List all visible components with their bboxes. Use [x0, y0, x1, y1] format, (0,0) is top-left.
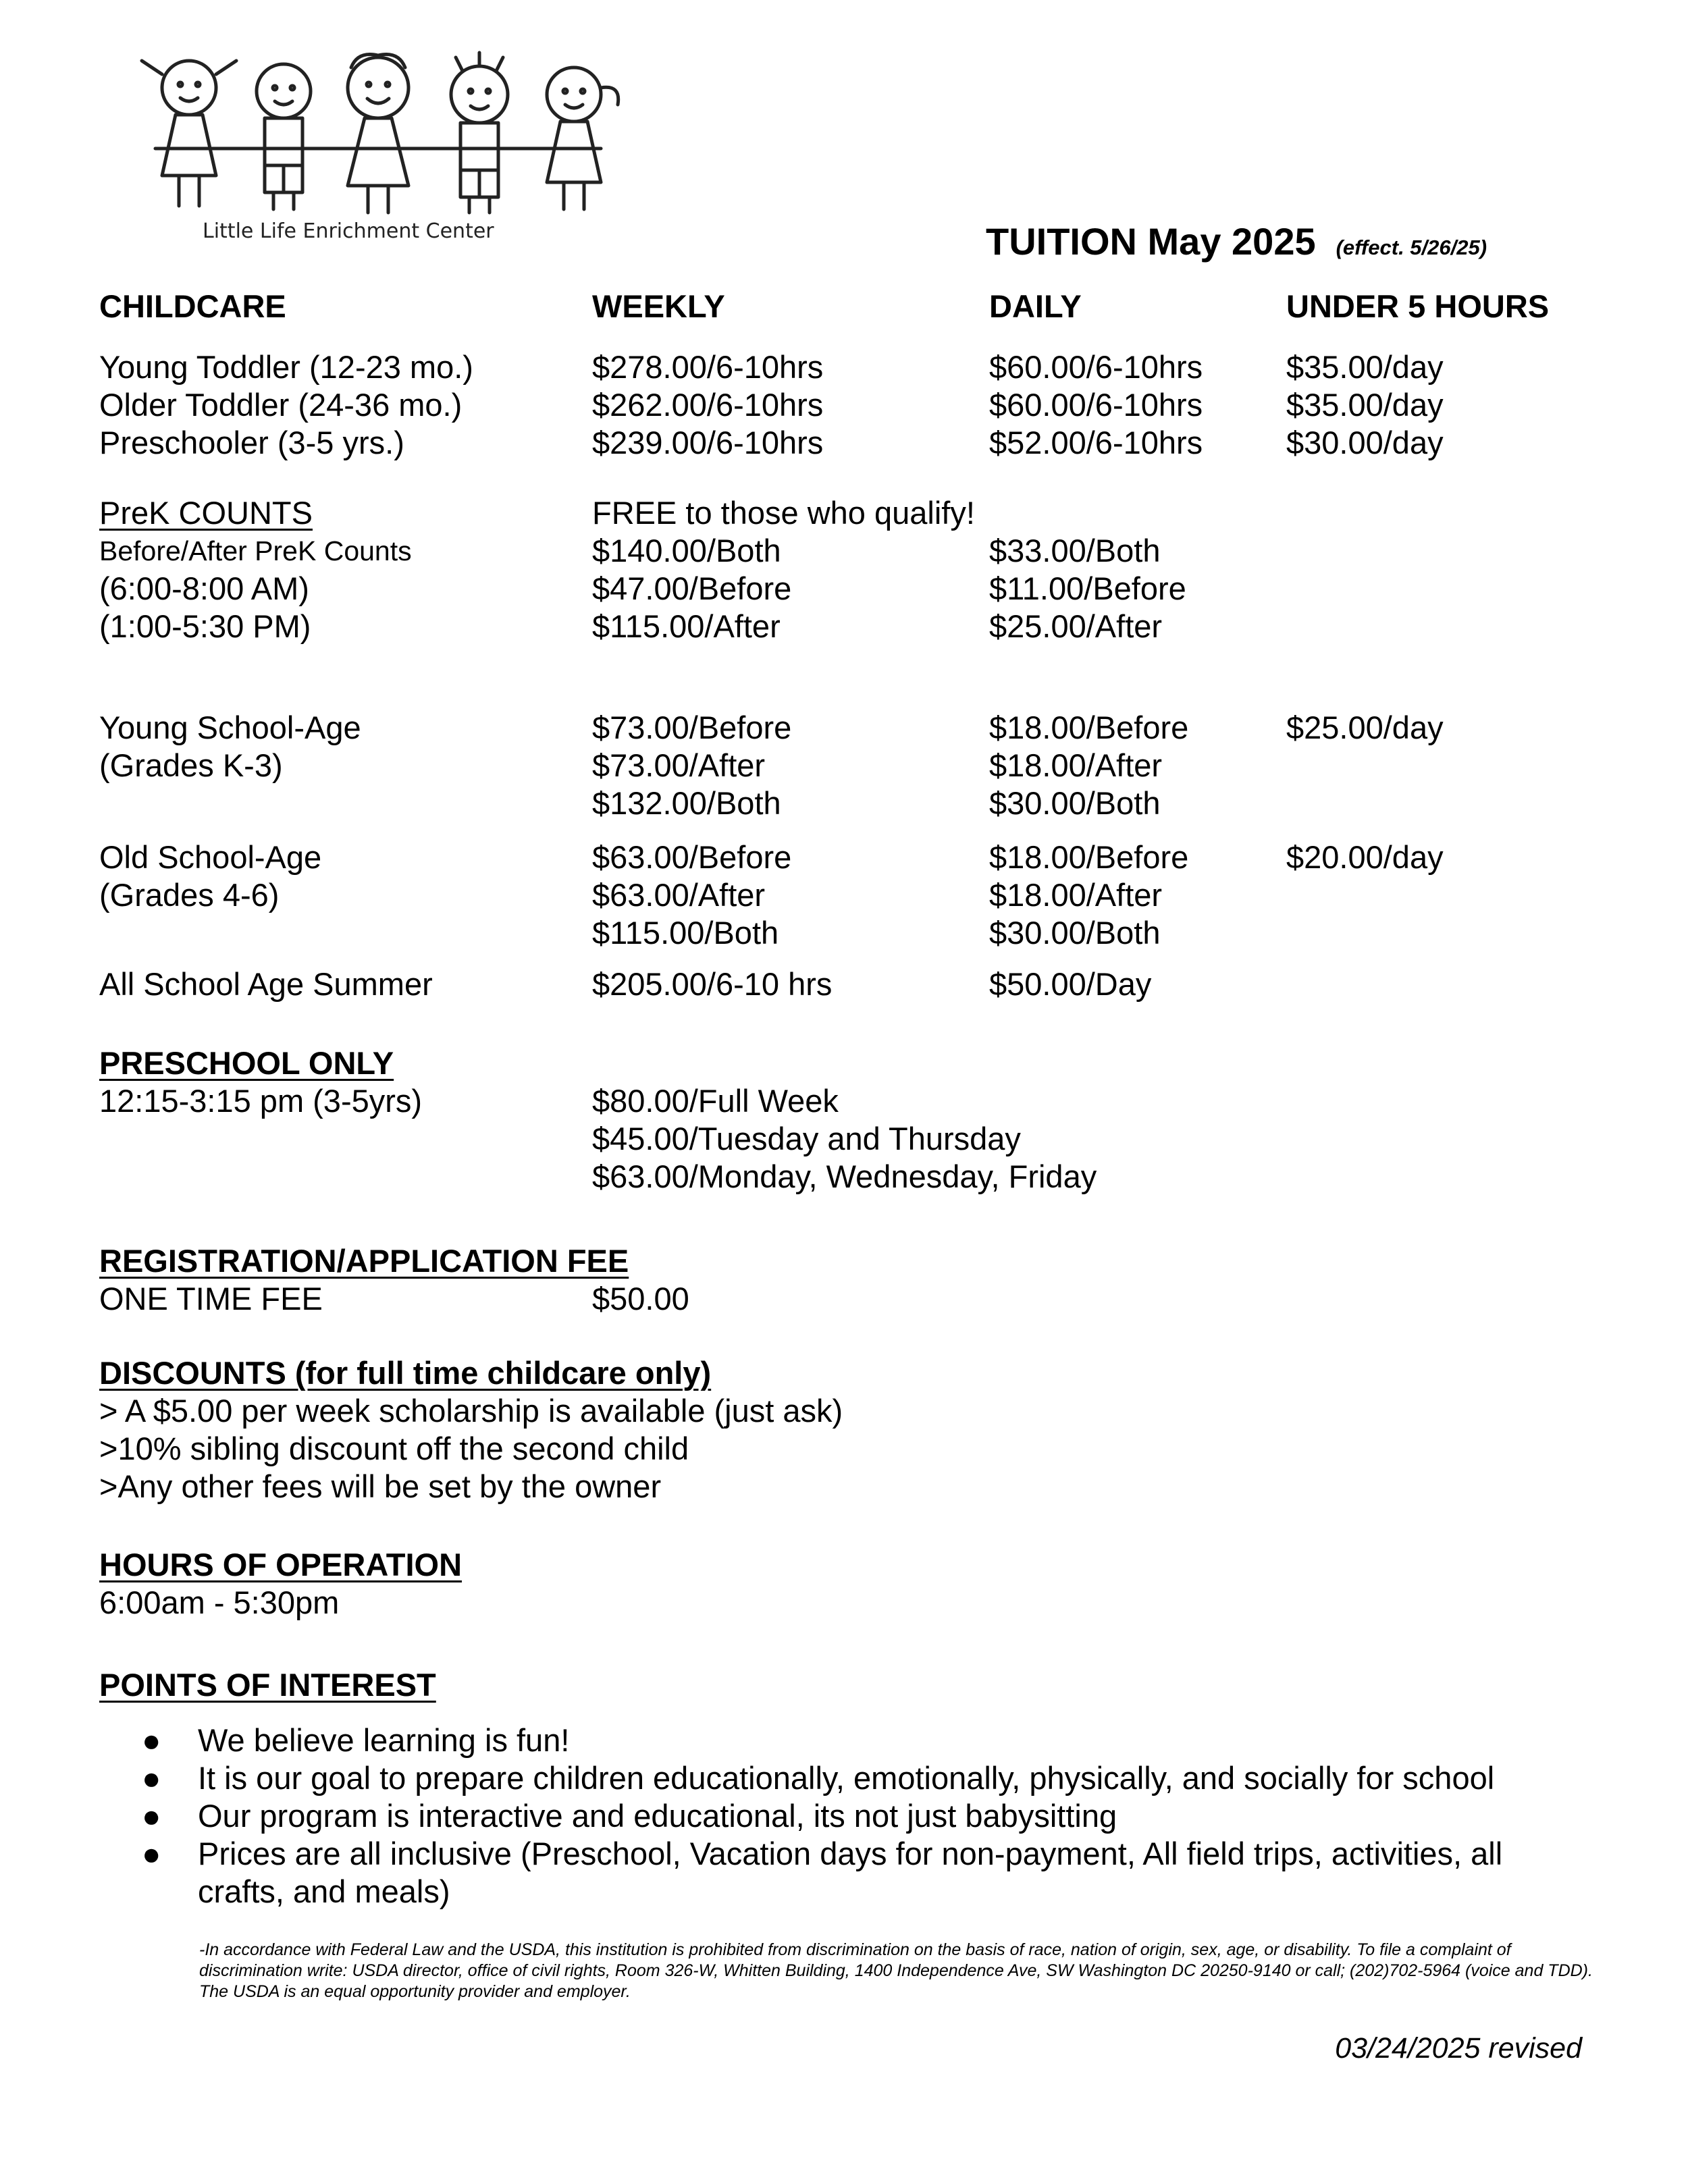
points-heading: POINTS OF INTEREST — [99, 1667, 436, 1703]
table-row: (6:00-8:00 AM) $47.00/Before $11.00/Before — [99, 570, 1186, 606]
header-daily: DAILY — [989, 288, 1082, 324]
usda-disclaimer: -In accordance with Federal Law and the USDA, this institution is prohibited from discrimination on the basis of race, nation of origin, sex, age, or disability. To file a complaint of discrimination write: USDA director, office of civil rights, Room 326-W, Whitten Building, 1400 Independence Ave, SW Washington DC 20250-9140 or call; (202)702-5964 (voice and TDD). The USDA is an equal opportunity provider and employer. — [199, 1940, 1593, 2001]
preschool-row: 12:15-3:15 pm (3-5yrs) $80.00/Full Week — [99, 1083, 839, 1119]
table-row: Before/After PreK Counts $140.00/Both $33.00/Both — [99, 533, 1161, 568]
header-weekly: WEEKLY — [592, 288, 725, 324]
registration-heading: REGISTRATION/APPLICATION FEE — [99, 1243, 629, 1279]
bullet-icon: ● — [142, 1722, 161, 1758]
list-item: ● Our program is interactive and educational, its not just babysitting — [142, 1798, 1117, 1834]
discounts-heading: DISCOUNTS (for full time childcare only) — [99, 1355, 712, 1391]
title-main: TUITION May 2025 — [986, 220, 1316, 263]
revised-date: 03/24/2025 revised — [1335, 2032, 1582, 2065]
list-item: ● Prices are all inclusive (Preschool, Vacation days for non-payment, All field trips, activities, all crafts, and meals) — [142, 1836, 1503, 1909]
table-row: Preschooler (3-5 yrs.) $239.00/6-10hrs $52.00/6-10hrs $30.00/day — [99, 425, 1444, 460]
logo-text: Little Life Enrichment Center — [203, 219, 494, 243]
bullet-icon: ● — [142, 1798, 161, 1834]
points-list — [142, 1722, 1580, 1911]
effective-date: (effect. 5/26/25) — [1336, 236, 1487, 259]
prek-label: PreK COUNTS — [99, 495, 313, 531]
table-row: Old School-Age $63.00/Before $18.00/Before $20.00/day — [99, 839, 1444, 875]
discount-line: > A $5.00 per week scholarship is available (just ask) — [99, 1393, 843, 1429]
discount-line: >Any other fees will be set by the owner — [99, 1468, 662, 1504]
page-title — [986, 219, 1487, 270]
registration-row: ONE TIME FEE $50.00 — [99, 1281, 689, 1316]
header-childcare: CHILDCARE — [99, 288, 286, 324]
table-row: Young School-Age $73.00/Before $18.00/Before $25.00/day — [99, 710, 1444, 745]
preschool-only-heading: PRESCHOOL ONLY — [99, 1045, 394, 1081]
prek-header-row — [99, 494, 1618, 532]
prek-free-text: FREE to those who qualify! — [592, 495, 975, 531]
header-under-5-hours: UNDER 5 HOURS — [1286, 288, 1550, 324]
discount-line: >10% sibling discount off the second child — [99, 1431, 689, 1466]
list-item: ● It is our goal to prepare children educationally, emotionally, physically, and socially for school — [142, 1760, 1495, 1796]
preschool-row: $63.00/Monday, Wednesday, Friday — [592, 1158, 1097, 1194]
children-holding-hands-icon — [115, 47, 655, 250]
table-row: (1:00-5:30 PM) $115.00/After $25.00/After — [99, 608, 1163, 644]
table-row: Older Toddler (24-36 mo.) $262.00/6-10hrs $60.00/6-10hrs $35.00/day — [99, 387, 1444, 423]
table-row: $115.00/Both $30.00/Both — [592, 915, 1161, 951]
table-row: (Grades K-3) $73.00/After $18.00/After — [99, 747, 1163, 783]
table-row: All School Age Summer $205.00/6-10 hrs $50.00/Day — [99, 966, 1152, 1002]
hours-heading: HOURS OF OPERATION — [99, 1547, 463, 1582]
column-headers — [99, 288, 1618, 325]
list-item: ● We believe learning is fun! — [142, 1722, 570, 1758]
table-row: $132.00/Both $30.00/Both — [592, 785, 1161, 821]
center-logo — [115, 47, 655, 250]
table-row: Young Toddler (12-23 mo.) $278.00/6-10hrs $60.00/6-10hrs $35.00/day — [99, 349, 1444, 385]
preschool-row: $45.00/Tuesday and Thursday — [592, 1121, 1021, 1156]
bullet-icon: ● — [142, 1836, 161, 1871]
bullet-icon: ● — [142, 1760, 161, 1796]
table-row: (Grades 4-6) $63.00/After $18.00/After — [99, 877, 1163, 913]
hours-value: 6:00am - 5:30pm — [99, 1584, 340, 1620]
